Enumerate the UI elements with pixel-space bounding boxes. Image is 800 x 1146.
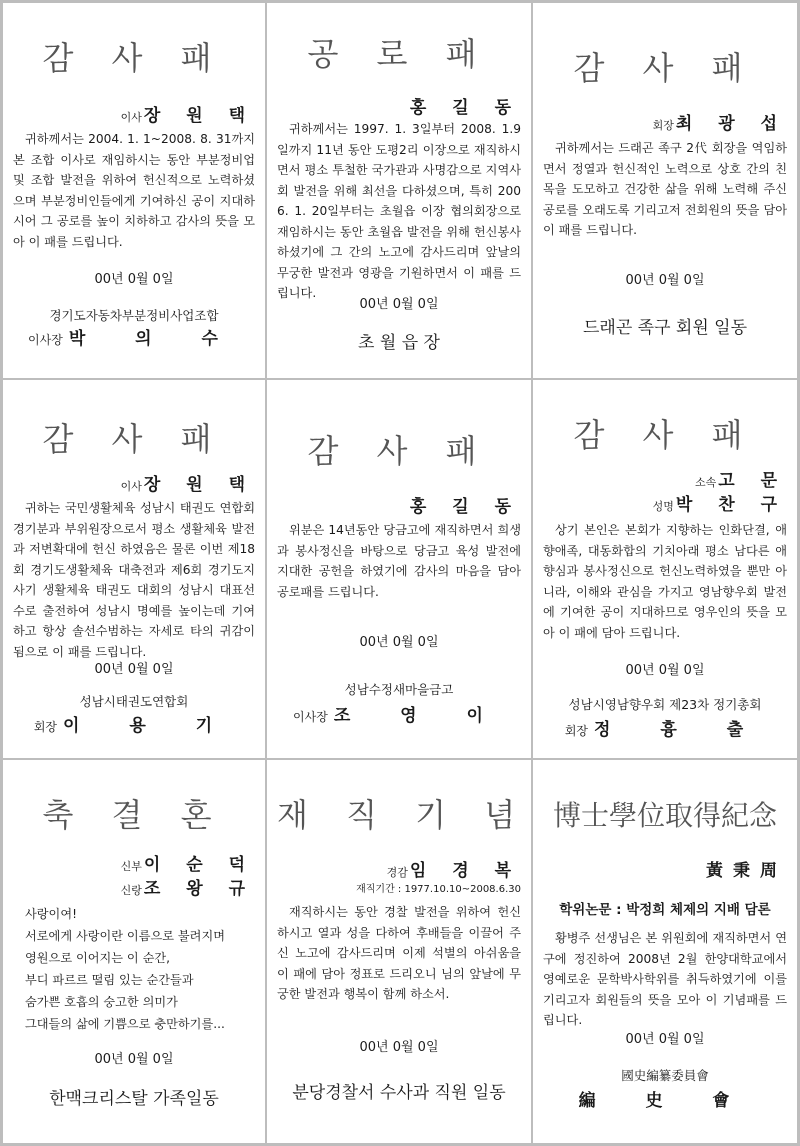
plaque-body: 귀하는 국민생활체육 성남시 태권도 연합회 경기분과 부위원장으로서 평소 생활체육 발전과 저변확대에 헌신 하였음은 물론 이번 제18회 경기도생활체육 대축전과 제6회 경기도지사기 생활체육 태권도 대회의 성남시 대표선수로 출전하여 성남시 명예를 높이는데 기여하고 항상 솔선수범하는 자세로 타의 귀감이 됨으로 이 패를 드립니다.	[13, 501, 255, 659]
recipient-role: 소속	[694, 476, 717, 489]
recipient-name: 최 광 섭	[675, 114, 787, 134]
plaque-doctorate	[533, 760, 797, 1143]
signatory	[543, 1086, 787, 1111]
recipient-role: 이사	[120, 111, 142, 124]
plaque-body: 상기 본인은 본회가 지향하는 인화단결, 애향애족, 대동화합의 기치아래 평소 남다른 애향심과 봉사정신으로 헌신노력하였을 뿐만 아니라, 이해와 관심을 가지고 영남향우회 발전에 기여한 공이 지대하므로 영우인의 뜻을 모아 이 패에 담아 드립니다.	[543, 523, 787, 640]
signature: 초 월 읍 장	[358, 333, 440, 353]
signatory-name: 박 의 수	[68, 329, 240, 349]
poem-line: 그대들의 삶에 기쁨으로 충만하기를...	[25, 1017, 225, 1031]
poem-line: 영원으로 이어지는 이 순간,	[25, 951, 171, 965]
recipient-name: 박 찬 구	[675, 495, 787, 515]
plaque-appreciation-4	[267, 380, 531, 758]
signatory-name: 정 흉 출	[594, 720, 766, 740]
recipient	[277, 492, 521, 517]
plaque-appreciation-2	[533, 3, 797, 378]
recipient	[13, 101, 255, 126]
poem-line: 숨가쁜 호흡의 숭고한 의미가	[25, 995, 178, 1009]
recipient	[543, 109, 787, 134]
signatory	[277, 701, 521, 726]
recipient-role: 성명	[652, 500, 674, 513]
recipient-name: 장 원 택	[143, 475, 255, 495]
signatory-role: 회장	[564, 724, 589, 738]
poem-line: 부디 파르르 떨림 있는 순간들과	[25, 973, 194, 987]
plaque-body: 위분은 14년동안 당금고에 재직하면서 희생과 봉사정신을 바탕으로 당금고 육성 발전에 지대한 공헌을 하였기에 감사의 마음을 담아 공로패를 드립니다.	[277, 523, 521, 599]
signatory-name: 編 史 會	[578, 1091, 752, 1111]
recipient-line-1	[543, 466, 787, 491]
plaque-title: 재 직 기 념	[277, 796, 530, 834]
plaque-date: 00년 0월 0일	[625, 663, 705, 678]
signature: 한맥크리스탈 가족일동	[49, 1089, 219, 1109]
plaque-title: 博士學位取得紀念	[552, 799, 777, 832]
recipient	[543, 856, 787, 881]
recipient-role: 신부	[120, 860, 142, 873]
recipient-name: 홍 길 동	[409, 497, 521, 517]
signatory-role: 회장	[33, 720, 58, 734]
recipient-name: 고 문	[718, 471, 787, 491]
recipient	[277, 93, 521, 118]
recipient	[13, 470, 255, 495]
issuing-organization: 경기도자동차부분정비사업조합	[49, 308, 219, 323]
recipient-line-1	[13, 850, 255, 875]
issuing-organization: 성남시태권도연합회	[79, 694, 189, 709]
recipient-name: 장 원 택	[143, 106, 255, 126]
plaque-date: 00년 0월 0일	[94, 662, 174, 677]
plaque-title: 감 사 패	[42, 39, 226, 77]
signatory	[13, 324, 255, 349]
signature: 드래곤 족구 회원 일동	[582, 318, 747, 338]
signatory	[13, 711, 255, 736]
recipient-line-2	[543, 490, 787, 515]
plaque-title: 공 로 패	[307, 35, 491, 73]
plaque-date: 00년 0월 0일	[94, 1052, 174, 1067]
recipient-role: 신랑	[120, 884, 142, 897]
plaque-merit-1	[267, 3, 531, 378]
thesis-title: 학위논문 : 박정희 체제의 지배 담론	[559, 902, 771, 918]
plaque-date: 00년 0월 0일	[94, 272, 174, 287]
plaque-date: 00년 0월 0일	[625, 1032, 705, 1047]
recipient-name: 임 경 복	[409, 861, 521, 881]
poem-line: 서로에게 사랑이란 이름으로 불려지며	[25, 929, 225, 943]
recipient-name: 이 순 덕	[143, 855, 255, 875]
plaque-body: 황병주 선생님은 본 위원회에 재직하면서 연구에 정진하여 2008년 2월 한양대학교에서 영예로운 문학박사학위를 취득하였기에 이를 기리고자 회원들의 뜻을 모아 이 기념패를 드립니다.	[543, 931, 787, 1027]
plaque-title: 축 결 혼	[42, 796, 226, 834]
recipient-name: 黃秉周	[706, 861, 787, 881]
service-period: 재직기간 : 1977.10.10~2008.6.30	[356, 884, 521, 895]
signatory-role: 이사장	[293, 710, 328, 724]
plaque-body: 재직하시는 동안 경찰 발전을 위하여 헌신 하시고 열과 성을 다하여 후배들을 이끌어 주신 노고에 감사드리며 이제 석별의 아쉬움을 이 패에 담아 정표로 드리오니 님의 앞날에 무궁한 발전과 행복이 함께 하소서.	[277, 905, 521, 1001]
signatory-name: 조 영 이	[333, 706, 505, 726]
plaque-date: 00년 0월 0일	[359, 297, 439, 312]
plaque-appreciation-3	[3, 380, 265, 758]
plaque-title: 감 사 패	[573, 49, 757, 87]
issuing-organization: 國史編纂委員會	[621, 1068, 709, 1083]
recipient-line-2	[13, 874, 255, 899]
plaque-appreciation-1	[3, 3, 265, 378]
poem-line: 사랑이여!	[25, 907, 77, 921]
signatory-name: 이 용 기	[63, 716, 235, 736]
recipient-name: 조 왕 규	[143, 879, 255, 899]
plaque-body: 귀하께서는 1997. 1. 3일부터 2008. 1.9일까지 11년 동안 도평2리 이장으로 재직하시면서 평소 투철한 국가관과 사명감으로 지역사회 발전을 위해 최선을 다하셨으며, 특히 2006. 1. 20일부터는 초월읍 이장 협의회장으로 재임하시는 동안 초월읍 발전을 위해 헌신봉사 하셨기에 그 간의 노고에 감사드리며 앞날의 무궁한 발전과 영광을 기원하면서 이 패를 드립니다.	[277, 122, 521, 300]
issuing-organization: 성남수정새마을금고	[344, 682, 454, 697]
plaque-wedding	[3, 760, 265, 1143]
recipient-role: 경감	[386, 866, 408, 879]
issuing-organization: 성남시영남향우회 제23차 정기총회	[568, 697, 762, 712]
plaque-date: 00년 0월 0일	[359, 635, 439, 650]
plaque-title: 감 사 패	[573, 416, 757, 454]
plaque-date: 00년 0월 0일	[359, 1040, 439, 1055]
signatory	[543, 715, 787, 740]
signatory-role: 이사장	[28, 333, 63, 347]
plaque-body: 귀하께서는 2004. 1. 1~2008. 8. 31까지 본 조합 이사로 재임하시는 동안 부분정비업 및 조합 발전을 위하여 헌신적으로 노력하셨으며 부분정비인들에게 기여하신 공이 지대하시어 그 공로를 높이 치하하고 감사의 뜻을 모아 이 패를 드립니다.	[13, 132, 255, 249]
plaque-retirement	[267, 760, 531, 1143]
signature: 분당경찰서 수사과 직원 일동	[292, 1083, 506, 1103]
plaque-title: 감 사 패	[307, 432, 491, 470]
plaque-appreciation-5	[533, 380, 797, 758]
recipient-role: 이사	[120, 480, 142, 493]
plaque-body: 귀하께서는 드래곤 족구 2代 회장을 역임하면서 정열과 헌신적인 노력으로 상호 간의 친목을 도모하고 건강한 삶을 위해 노력해 주신 공로를 오래도록 기리고저 전회원의 뜻을 담아 이 패를 드립니다.	[543, 141, 787, 237]
recipient-role: 회장	[652, 119, 674, 132]
recipient-name: 홍 길 동	[409, 98, 521, 118]
plaque-date: 00년 0월 0일	[625, 273, 705, 288]
plaque-title: 감 사 패	[42, 420, 226, 458]
